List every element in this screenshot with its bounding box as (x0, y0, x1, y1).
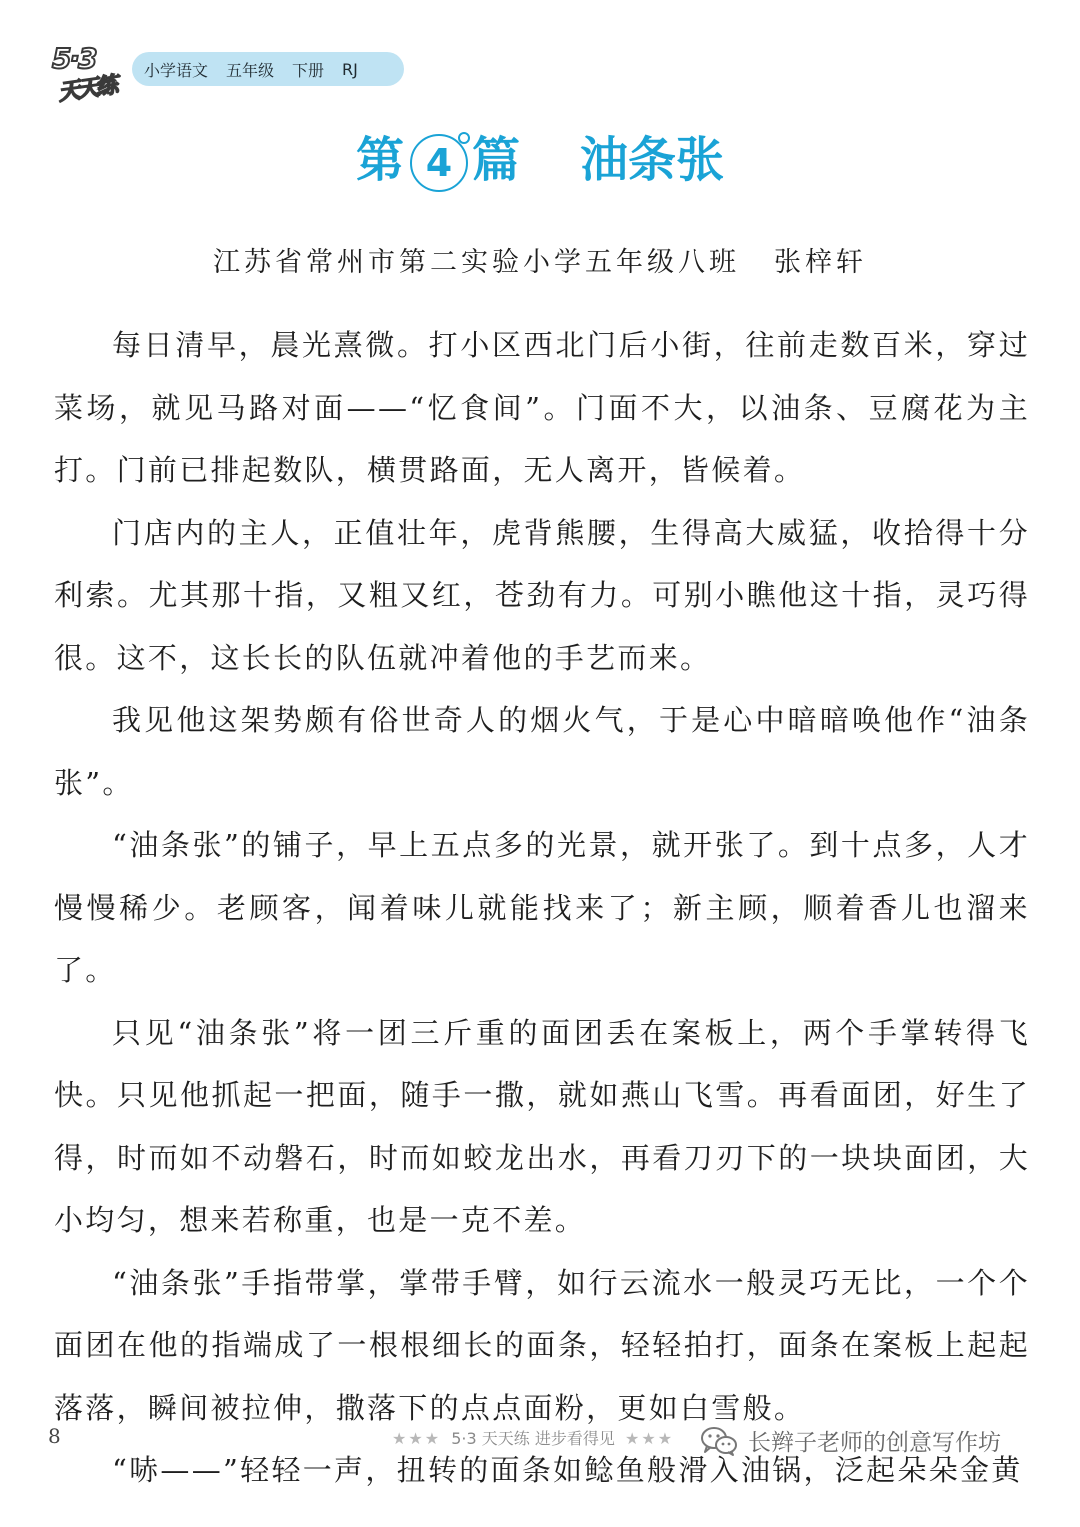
paragraph: 我见他这架势颇有俗世奇人的烟火气，于是心中暗暗唤他作“油条张”。 (54, 703, 1030, 800)
title-name: 油条张 (580, 132, 725, 188)
article-body (54, 314, 1030, 1502)
paragraph: 只见“油条张”将一团三斤重的面团丢在案板上，两个手掌转得飞快。只见他抓起一把面，随手一撒，就如燕山飞雪。再看面团，好生了得，时而如不动磐石，时而如蛟龙出水，再看刀刃下的一块块面团，大小均匀，想来若称重，也是一克不差。 (54, 1015, 1030, 1237)
wechat-watermark (700, 1424, 1001, 1457)
brand-logo (48, 40, 124, 106)
author-line (0, 240, 1080, 279)
page-number: 8 (48, 1424, 61, 1448)
author-school: 江苏省常州市第二实验小学五年级八班 (213, 247, 740, 278)
slogan-text: 5·3 天天练 进步看得见 (451, 1429, 615, 1448)
title-prefix: 第 (355, 132, 404, 188)
logo-number: 5·3 (52, 42, 96, 75)
paragraph: “哧——”轻轻一声，扭转的面条如鲶鱼般滑入油锅，泛起朵朵金黄 (112, 1453, 1023, 1487)
watermark-text: 长辫子老师的创意写作坊 (748, 1430, 1001, 1456)
subject-tag: 小学语文 (144, 60, 209, 80)
article-title (0, 128, 1080, 192)
paragraph: 每日清早，晨光熹微。打小区西北门后小街，往前走数百米，穿过菜场，就见马路对面——“忆食间”。门面不大，以油条、豆腐花为主打。门前已排起数队，横贯路面，无人离开，皆候着。 (54, 328, 1030, 487)
grade-tag-bar (132, 52, 404, 86)
wechat-icon (700, 1425, 738, 1457)
author-name: 张梓轩 (774, 247, 867, 278)
edition-tag: RJ (342, 59, 358, 79)
volume-tag: 下册 (292, 60, 325, 80)
title-suffix: 篇 (471, 132, 520, 188)
star-icon: ★★★ (625, 1429, 675, 1448)
grade-tag: 五年级 (226, 60, 275, 80)
article-number-badge: 4 (410, 134, 468, 192)
paragraph: 门店内的主人，正值壮年，虎背熊腰，生得高大威猛，收拾得十分利索。尤其那十指，又粗又红，苍劲有力。可别小瞧他这十指，灵巧得很。这不，这长长的队伍就冲着他的手艺而来。 (54, 515, 1030, 675)
paragraph: “油条张”手指带掌，掌带手臂，如行云流水一般灵巧无比，一个个面团在他的指端成了一根根细长的面条，轻轻拍打，面条在案板上起起落落，瞬间被拉伸，撒落下的点点面粉，更如白雪般。 (54, 1265, 1030, 1425)
logo-text: 天天练 (56, 73, 117, 106)
star-icon: ★★★ (392, 1429, 442, 1448)
footer-slogan (392, 1426, 674, 1449)
paragraph: “油条张”的铺子，早上五点多的光景，就开张了。到十点多，人才慢慢稀少。老顾客，闻着味儿就能找来了；新主顾，顺着香儿也溜来了。 (54, 828, 1030, 987)
